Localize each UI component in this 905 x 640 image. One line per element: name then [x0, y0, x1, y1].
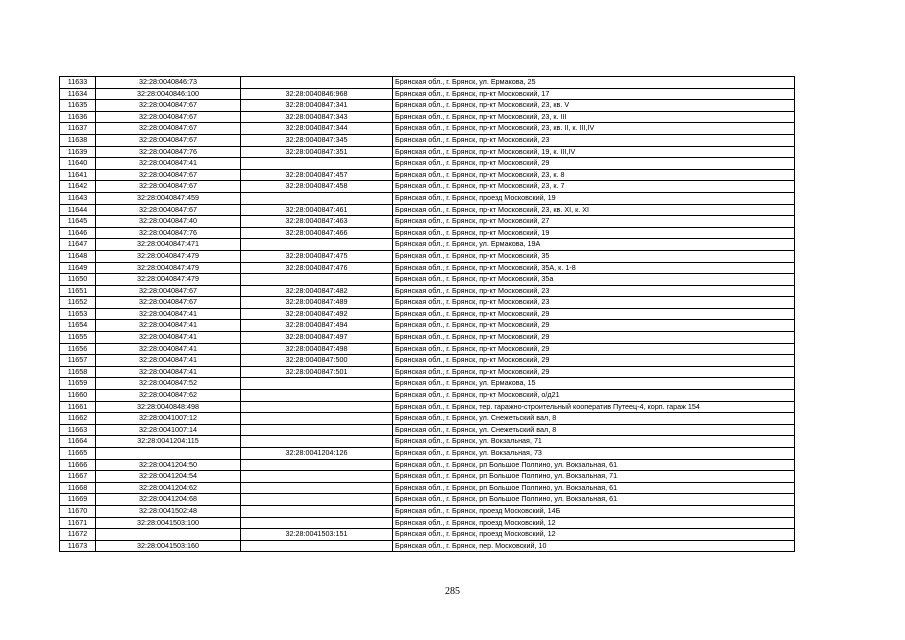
parent-cadastral-number-cell: 32:28:0040848:498 [96, 401, 241, 413]
address-cell: Брянская обл., г. Брянск, пр-кт Московский, 29 [393, 332, 795, 344]
address-cell: Брянская обл., г. Брянск, пр-кт Московский, 23, кв. II, к. III,IV [393, 123, 795, 135]
table-row [60, 134, 795, 146]
cadastral-number-cell [241, 494, 393, 506]
table-row [60, 378, 795, 390]
cadastral-number-cell: 32:28:0040847:457 [241, 169, 393, 181]
address-cell: Брянская обл., г. Брянск, ул. Вокзальная, 73 [393, 448, 795, 460]
cadastral-number-cell: 32:28:0040847:501 [241, 366, 393, 378]
cadastral-registry-table [59, 76, 795, 552]
parent-cadastral-number-cell: 32:28:0040847:76 [96, 227, 241, 239]
row-number-cell: 11664 [60, 436, 96, 448]
address-cell: Брянская обл., г. Брянск, пр-кт Московский, 29 [393, 343, 795, 355]
parent-cadastral-number-cell: 32:28:0040847:67 [96, 123, 241, 135]
row-number-cell: 11634 [60, 88, 96, 100]
parent-cadastral-number-cell: 32:28:0041204:62 [96, 482, 241, 494]
row-number-cell: 11636 [60, 111, 96, 123]
parent-cadastral-number-cell: 32:28:0041007:14 [96, 424, 241, 436]
parent-cadastral-number-cell: 32:28:0040847:67 [96, 204, 241, 216]
cadastral-number-cell: 32:28:0040847:500 [241, 355, 393, 367]
parent-cadastral-number-cell: 32:28:0041204:68 [96, 494, 241, 506]
parent-cadastral-number-cell: 32:28:0041503:160 [96, 540, 241, 552]
table-row [60, 366, 795, 378]
row-number-cell: 11641 [60, 169, 96, 181]
cadastral-number-cell: 32:28:0040847:498 [241, 343, 393, 355]
table-row [60, 505, 795, 517]
parent-cadastral-number-cell: 32:28:0040847:67 [96, 297, 241, 309]
row-number-cell: 11633 [60, 77, 96, 89]
page-number: 285 [445, 586, 460, 597]
address-cell: Брянская обл., г. Брянск, рп Большое Полпино, ул. Вокзальная, 61 [393, 482, 795, 494]
cadastral-number-cell [241, 436, 393, 448]
cadastral-number-cell [241, 482, 393, 494]
cadastral-number-cell: 32:28:0040847:344 [241, 123, 393, 135]
address-cell: Брянская обл., г. Брянск, пр-кт Московский, 35А, к. 1-8 [393, 262, 795, 274]
parent-cadastral-number-cell [96, 529, 241, 541]
parent-cadastral-number-cell: 32:28:0040847:67 [96, 100, 241, 112]
cadastral-number-cell [241, 540, 393, 552]
cadastral-number-cell: 32:28:0040847:345 [241, 134, 393, 146]
row-number-cell: 11669 [60, 494, 96, 506]
address-cell: Брянская обл., г. Брянск, рп Большое Полпино, ул. Вокзальная, 71 [393, 471, 795, 483]
table-row [60, 111, 795, 123]
address-cell: Брянская обл., г. Брянск, тер. гаражно-строительный кооператив Путеец-4, корп. гараж 154 [393, 401, 795, 413]
row-number-cell: 11639 [60, 146, 96, 158]
row-number-cell: 11656 [60, 343, 96, 355]
cadastral-number-cell [241, 239, 393, 251]
address-cell: Брянская обл., г. Брянск, пр-кт Московский, 23 [393, 297, 795, 309]
cadastral-number-cell [241, 390, 393, 402]
parent-cadastral-number-cell: 32:28:0041503:100 [96, 517, 241, 529]
row-number-cell: 11647 [60, 239, 96, 251]
table-row [60, 285, 795, 297]
parent-cadastral-number-cell: 32:28:0040847:52 [96, 378, 241, 390]
registry-table-body [60, 77, 795, 552]
parent-cadastral-number-cell: 32:28:0040847:41 [96, 366, 241, 378]
parent-cadastral-number-cell: 32:28:0040847:76 [96, 146, 241, 158]
cadastral-number-cell: 32:28:0041204:126 [241, 448, 393, 460]
row-number-cell: 11645 [60, 216, 96, 228]
parent-cadastral-number-cell: 32:28:0040847:67 [96, 181, 241, 193]
address-cell: Брянская обл., г. Брянск, проезд Московский, 12 [393, 529, 795, 541]
address-cell: Брянская обл., г. Брянск, пр-кт Московский, 27 [393, 216, 795, 228]
table-row [60, 181, 795, 193]
address-cell: Брянская обл., г. Брянск, пр-кт Московский, 23 [393, 285, 795, 297]
address-cell: Брянская обл., г. Брянск, пр-кт Московский, 29 [393, 308, 795, 320]
row-number-cell: 11663 [60, 424, 96, 436]
cadastral-number-cell [241, 378, 393, 390]
row-number-cell: 11649 [60, 262, 96, 274]
table-row [60, 424, 795, 436]
row-number-cell: 11665 [60, 448, 96, 460]
address-cell: Брянская обл., г. Брянск, пр-кт Московский, 29 [393, 366, 795, 378]
parent-cadastral-number-cell: 32:28:0040847:41 [96, 332, 241, 344]
table-row [60, 448, 795, 460]
table-row [60, 250, 795, 262]
parent-cadastral-number-cell: 32:28:0040847:67 [96, 111, 241, 123]
address-cell: Брянская обл., г. Брянск, рп Большое Полпино, ул. Вокзальная, 61 [393, 494, 795, 506]
cadastral-number-cell: 32:28:0040847:482 [241, 285, 393, 297]
address-cell: Брянская обл., г. Брянск, ул. Ермакова, 15 [393, 378, 795, 390]
table-row [60, 169, 795, 181]
table-row [60, 320, 795, 332]
row-number-cell: 11648 [60, 250, 96, 262]
cadastral-number-cell: 32:28:0040847:458 [241, 181, 393, 193]
row-number-cell: 11635 [60, 100, 96, 112]
table-row [60, 529, 795, 541]
cadastral-number-cell [241, 413, 393, 425]
table-row [60, 216, 795, 228]
parent-cadastral-number-cell: 32:28:0040846:73 [96, 77, 241, 89]
address-cell: Брянская обл., г. Брянск, пр-кт Московский, 23, кв. V [393, 100, 795, 112]
table-row [60, 88, 795, 100]
parent-cadastral-number-cell [96, 448, 241, 460]
table-row [60, 227, 795, 239]
cadastral-number-cell: 32:28:0040847:461 [241, 204, 393, 216]
cadastral-number-cell: 32:28:0040847:494 [241, 320, 393, 332]
row-number-cell: 11660 [60, 390, 96, 402]
address-cell: Брянская обл., г. Брянск, пр-кт Московский, 17 [393, 88, 795, 100]
parent-cadastral-number-cell: 32:28:0041204:115 [96, 436, 241, 448]
parent-cadastral-number-cell: 32:28:0040847:41 [96, 158, 241, 170]
address-cell: Брянская обл., г. Брянск, пр-кт Московский, 19, к. III,IV [393, 146, 795, 158]
table-row [60, 390, 795, 402]
row-number-cell: 11670 [60, 505, 96, 517]
cadastral-number-cell: 32:28:0040847:492 [241, 308, 393, 320]
table-row [60, 158, 795, 170]
row-number-cell: 11638 [60, 134, 96, 146]
row-number-cell: 11637 [60, 123, 96, 135]
table-row [60, 204, 795, 216]
cadastral-number-cell: 32:28:0040847:497 [241, 332, 393, 344]
address-cell: Брянская обл., г. Брянск, пр-кт Московский, 23, к. 7 [393, 181, 795, 193]
row-number-cell: 11659 [60, 378, 96, 390]
cadastral-number-cell [241, 471, 393, 483]
parent-cadastral-number-cell: 32:28:0041007:12 [96, 413, 241, 425]
cadastral-number-cell [241, 401, 393, 413]
row-number-cell: 11654 [60, 320, 96, 332]
address-cell: Брянская обл., г. Брянск, пр-кт Московский, о/д21 [393, 390, 795, 402]
table-row [60, 192, 795, 204]
table-row [60, 146, 795, 158]
address-cell: Брянская обл., г. Брянск, пр-кт Московский, 29 [393, 158, 795, 170]
parent-cadastral-number-cell: 32:28:0040847:479 [96, 250, 241, 262]
cadastral-number-cell: 32:28:0040847:341 [241, 100, 393, 112]
address-cell: Брянская обл., г. Брянск, пр-кт Московский, 23, к. 8 [393, 169, 795, 181]
row-number-cell: 11672 [60, 529, 96, 541]
parent-cadastral-number-cell: 32:28:0040847:62 [96, 390, 241, 402]
table-row [60, 297, 795, 309]
row-number-cell: 11673 [60, 540, 96, 552]
address-cell: Брянская обл., г. Брянск, пр-кт Московский, 23, кв. XI, к. XI [393, 204, 795, 216]
parent-cadastral-number-cell: 32:28:0040847:67 [96, 285, 241, 297]
table-row [60, 413, 795, 425]
row-number-cell: 11655 [60, 332, 96, 344]
cadastral-number-cell: 32:28:0040847:489 [241, 297, 393, 309]
address-cell: Брянская обл., г. Брянск, пр-кт Московский, 29 [393, 320, 795, 332]
parent-cadastral-number-cell: 32:28:0040847:41 [96, 343, 241, 355]
row-number-cell: 11667 [60, 471, 96, 483]
cadastral-number-cell [241, 424, 393, 436]
row-number-cell: 11642 [60, 181, 96, 193]
cadastral-number-cell: 32:28:0040847:475 [241, 250, 393, 262]
cadastral-number-cell [241, 505, 393, 517]
parent-cadastral-number-cell: 32:28:0041204:54 [96, 471, 241, 483]
address-cell: Брянская обл., г. Брянск, пр-кт Московский, 35 [393, 250, 795, 262]
table-row [60, 262, 795, 274]
parent-cadastral-number-cell: 32:28:0040847:40 [96, 216, 241, 228]
table-row [60, 332, 795, 344]
address-cell: Брянская обл., г. Брянск, пр-кт Московский, 23 [393, 134, 795, 146]
table-row [60, 517, 795, 529]
cadastral-number-cell [241, 158, 393, 170]
cadastral-number-cell: 32:28:0040847:476 [241, 262, 393, 274]
parent-cadastral-number-cell: 32:28:0040847:459 [96, 192, 241, 204]
row-number-cell: 11652 [60, 297, 96, 309]
table-row [60, 401, 795, 413]
row-number-cell: 11671 [60, 517, 96, 529]
address-cell: Брянская обл., г. Брянск, рп Большое Полпино, ул. Вокзальная, 61 [393, 459, 795, 471]
row-number-cell: 11668 [60, 482, 96, 494]
table-row [60, 343, 795, 355]
parent-cadastral-number-cell: 32:28:0040846:100 [96, 88, 241, 100]
table-row [60, 540, 795, 552]
address-cell: Брянская обл., г. Брянск, пр-кт Московский, 19 [393, 227, 795, 239]
parent-cadastral-number-cell: 32:28:0040847:41 [96, 308, 241, 320]
parent-cadastral-number-cell: 32:28:0040847:471 [96, 239, 241, 251]
address-cell: Брянская обл., г. Брянск, проезд Московский, 19 [393, 192, 795, 204]
parent-cadastral-number-cell: 32:28:0041502:48 [96, 505, 241, 517]
address-cell: Брянская обл., г. Брянск, ул. Снежетьский вал, 8 [393, 413, 795, 425]
row-number-cell: 11651 [60, 285, 96, 297]
cadastral-number-cell [241, 517, 393, 529]
table-row [60, 482, 795, 494]
cadastral-number-cell [241, 77, 393, 89]
table-row [60, 494, 795, 506]
parent-cadastral-number-cell: 32:28:0040847:67 [96, 134, 241, 146]
address-cell: Брянская обл., г. Брянск, пр-кт Московский, 29 [393, 355, 795, 367]
row-number-cell: 11661 [60, 401, 96, 413]
parent-cadastral-number-cell: 32:28:0040847:41 [96, 320, 241, 332]
cadastral-number-cell: 32:28:0040847:351 [241, 146, 393, 158]
row-number-cell: 11646 [60, 227, 96, 239]
row-number-cell: 11666 [60, 459, 96, 471]
parent-cadastral-number-cell: 32:28:0040847:479 [96, 274, 241, 286]
cadastral-number-cell: 32:28:0041503:151 [241, 529, 393, 541]
cadastral-number-cell [241, 274, 393, 286]
cadastral-number-cell: 32:28:0040846:968 [241, 88, 393, 100]
parent-cadastral-number-cell: 32:28:0040847:41 [96, 355, 241, 367]
cadastral-number-cell [241, 459, 393, 471]
address-cell: Брянская обл., г. Брянск, пер. Московский, 10 [393, 540, 795, 552]
address-cell: Брянская обл., г. Брянск, ул. Снежетьский вал, 8 [393, 424, 795, 436]
table-row [60, 239, 795, 251]
cadastral-number-cell: 32:28:0040847:463 [241, 216, 393, 228]
cadastral-number-cell [241, 192, 393, 204]
row-number-cell: 11653 [60, 308, 96, 320]
table-row [60, 308, 795, 320]
address-cell: Брянская обл., г. Брянск, проезд Московский, 12 [393, 517, 795, 529]
address-cell: Брянская обл., г. Брянск, ул. Вокзальная, 71 [393, 436, 795, 448]
table-row [60, 274, 795, 286]
table-row [60, 100, 795, 112]
table-row [60, 436, 795, 448]
table-row [60, 355, 795, 367]
row-number-cell: 11658 [60, 366, 96, 378]
address-cell: Брянская обл., г. Брянск, пр-кт Московский, 35а [393, 274, 795, 286]
table-row [60, 77, 795, 89]
parent-cadastral-number-cell: 32:28:0040847:67 [96, 169, 241, 181]
table-row [60, 123, 795, 135]
cadastral-number-cell: 32:28:0040847:343 [241, 111, 393, 123]
parent-cadastral-number-cell: 32:28:0041204:50 [96, 459, 241, 471]
table-row [60, 459, 795, 471]
cadastral-number-cell: 32:28:0040847:466 [241, 227, 393, 239]
row-number-cell: 11650 [60, 274, 96, 286]
address-cell: Брянская обл., г. Брянск, пр-кт Московский, 23, к. III [393, 111, 795, 123]
table-row [60, 471, 795, 483]
address-cell: Брянская обл., г. Брянск, проезд Московский, 14Б [393, 505, 795, 517]
address-cell: Брянская обл., г. Брянск, ул. Ермакова, 25 [393, 77, 795, 89]
address-cell: Брянская обл., г. Брянск, ул. Ермакова, 19А [393, 239, 795, 251]
row-number-cell: 11643 [60, 192, 96, 204]
row-number-cell: 11657 [60, 355, 96, 367]
row-number-cell: 11662 [60, 413, 96, 425]
row-number-cell: 11640 [60, 158, 96, 170]
parent-cadastral-number-cell: 32:28:0040847:479 [96, 262, 241, 274]
row-number-cell: 11644 [60, 204, 96, 216]
